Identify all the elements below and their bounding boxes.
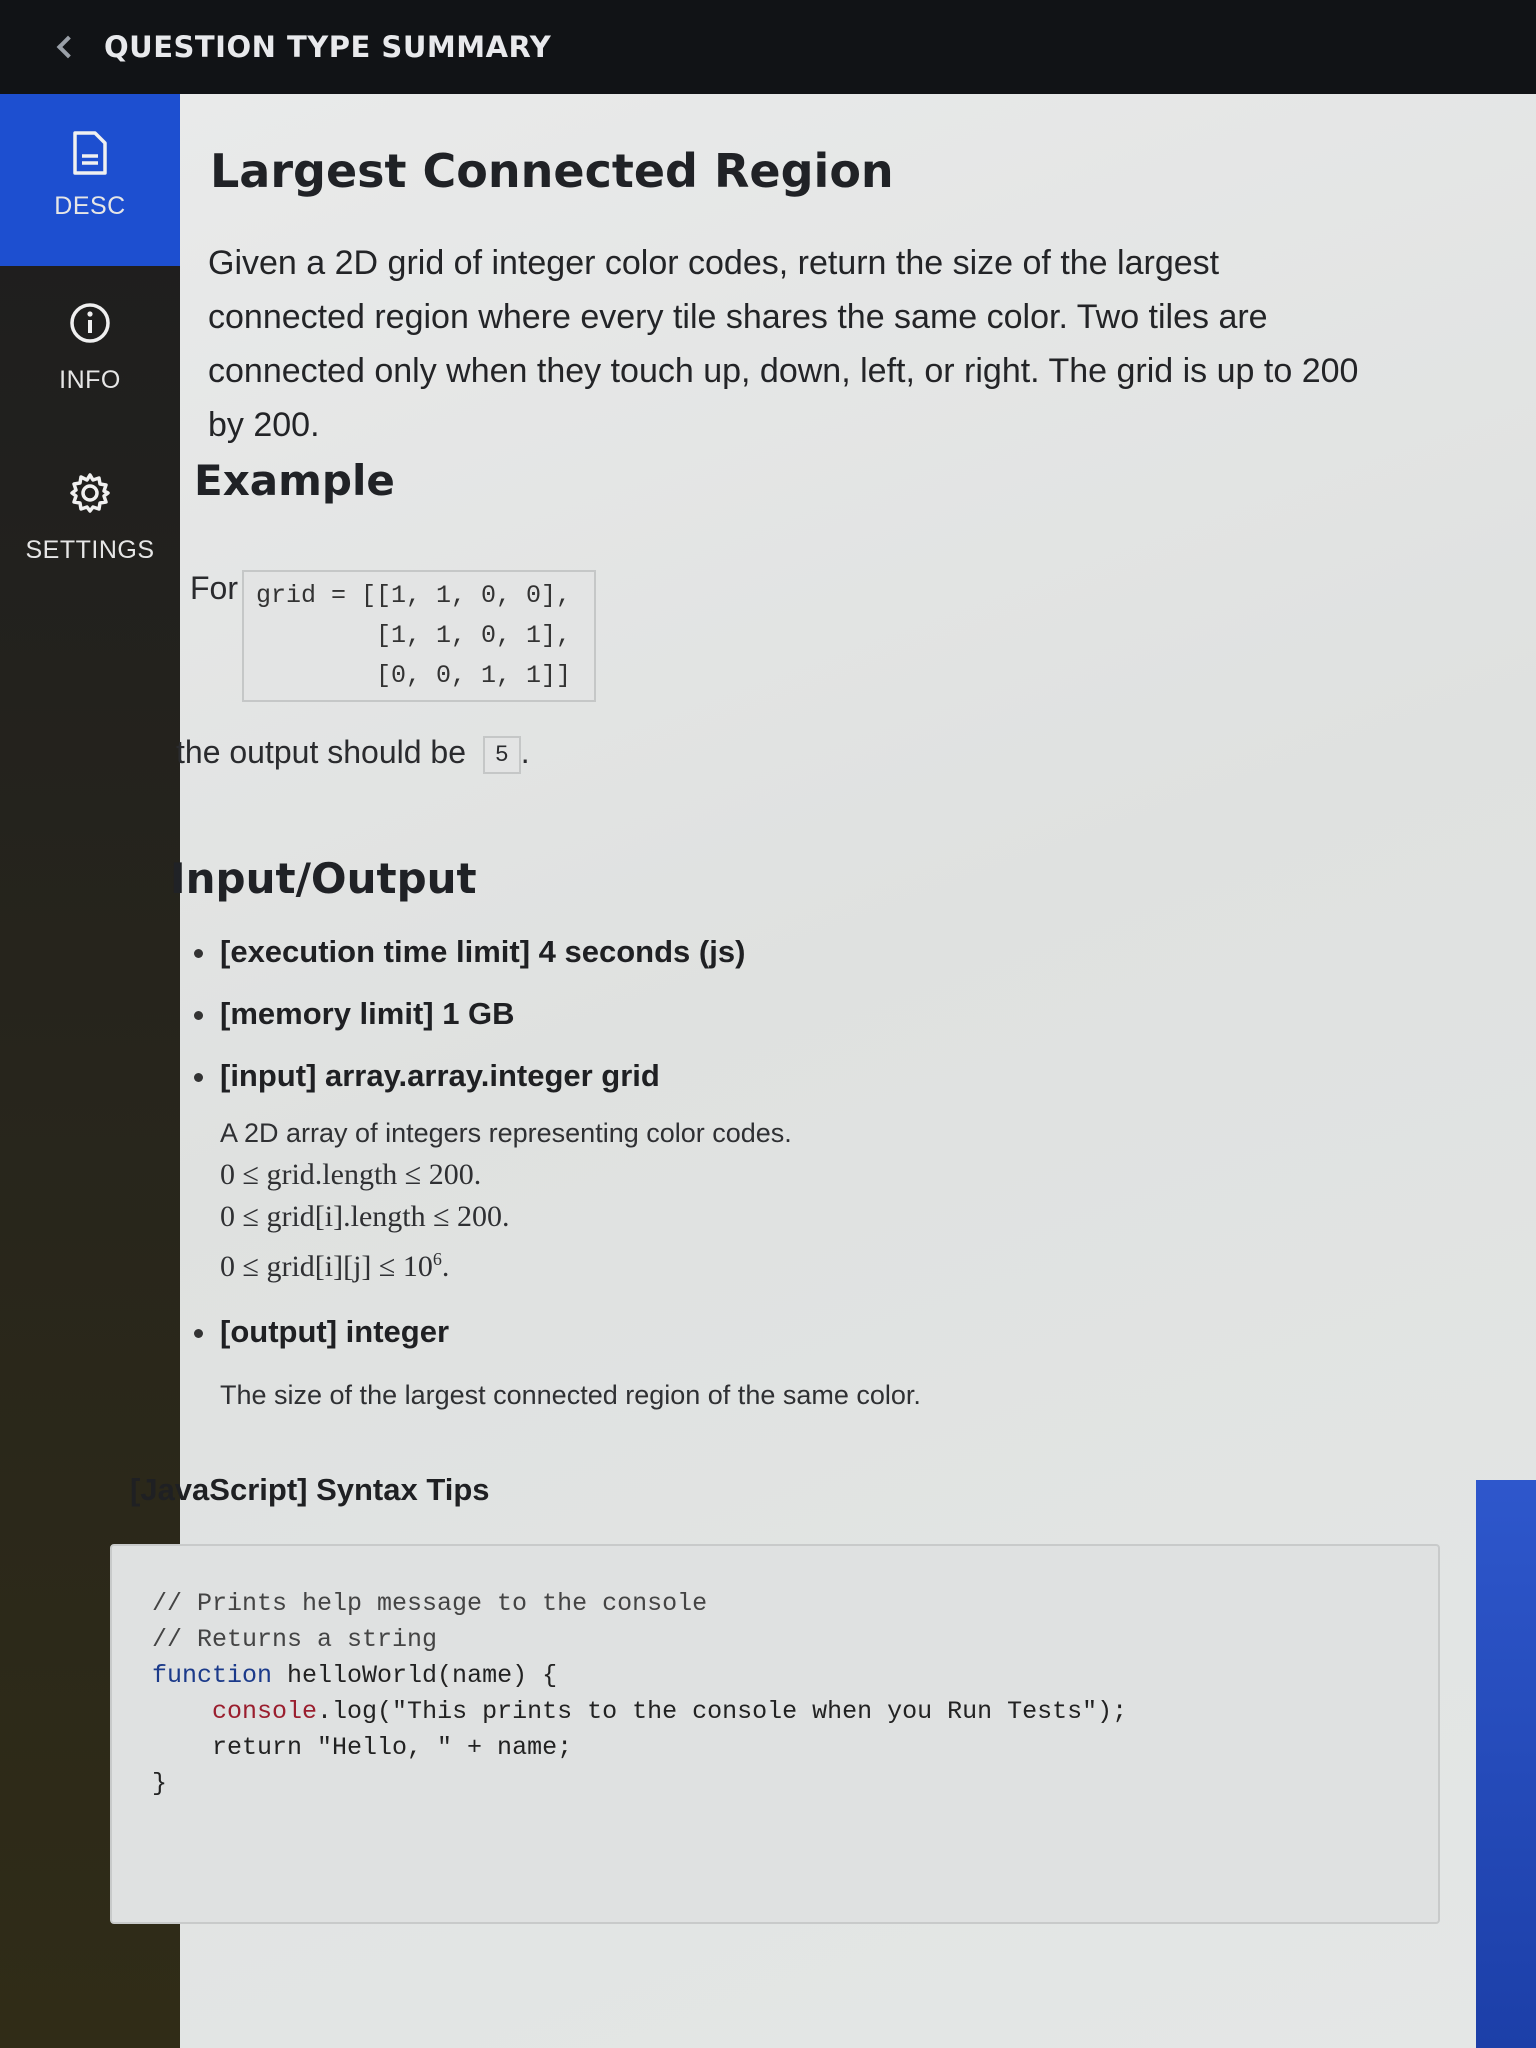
sidebar-item-desc[interactable] bbox=[0, 94, 180, 266]
list-item bbox=[220, 934, 1120, 970]
sidebar-item-label: INFO bbox=[59, 366, 121, 394]
list-item bbox=[220, 1314, 1120, 1416]
info-icon bbox=[69, 302, 111, 344]
for-label: For bbox=[190, 570, 238, 606]
constraint-2: 0 ≤ grid[i].length ≤ 200. bbox=[220, 1200, 510, 1233]
code-line: helloWorld(name) { bbox=[272, 1661, 558, 1690]
sidebar-item-settings[interactable] bbox=[0, 472, 180, 602]
page-title: QUESTION TYPE SUMMARY bbox=[104, 30, 552, 64]
constraint-3 bbox=[220, 1238, 1120, 1288]
example-grid-code: grid = [[1, 1, 0, 0], [1, 1, 0, 1], [0, 0, 1, 1]] bbox=[242, 570, 596, 702]
back-chevron-icon[interactable] bbox=[57, 36, 80, 59]
input-description: A 2D array of integers representing color codes. bbox=[220, 1118, 792, 1148]
description-panel bbox=[130, 94, 1536, 2048]
example-heading: Example bbox=[194, 456, 395, 505]
memory-limit: [memory limit] 1 GB bbox=[220, 996, 515, 1031]
output-value: 5 bbox=[483, 736, 521, 774]
problem-title: Largest Connected Region bbox=[210, 144, 894, 198]
constraint-1: 0 ≤ grid.length ≤ 200. bbox=[220, 1158, 482, 1191]
code-keyword: function bbox=[152, 1661, 273, 1690]
problem-description: Given a 2D grid of integer color codes, return the size of the largest connected region where every tile shares the same color. Two tiles are connected only when they touch up, down, left, or right. The grid is up to 200 by 200. bbox=[208, 244, 1359, 444]
list-item bbox=[220, 1058, 1120, 1288]
code-line: } bbox=[152, 1769, 168, 1798]
code-line: return "Hello, " + name; bbox=[212, 1733, 573, 1762]
syntax-tips-title: [JavaScript] Syntax Tips bbox=[130, 1472, 490, 1507]
io-heading: Input/Output bbox=[170, 854, 477, 903]
sidebar-item-label: DESC bbox=[54, 192, 126, 220]
constraint-3-base: 0 ≤ grid[i][j] ≤ 10 bbox=[220, 1250, 433, 1283]
code-object: console bbox=[212, 1697, 318, 1726]
document-icon bbox=[71, 130, 109, 176]
syntax-tips-code bbox=[110, 1544, 1440, 1924]
sidebar-item-label: SETTINGS bbox=[25, 536, 155, 564]
output-prefix: the output should be bbox=[176, 734, 467, 770]
constraint-3-exponent: 6 bbox=[432, 1249, 442, 1269]
output-label: [output] integer bbox=[220, 1314, 450, 1349]
io-list bbox=[220, 934, 1120, 1416]
example-output-line bbox=[176, 734, 530, 774]
code-line: // Prints help message to the console bbox=[152, 1589, 708, 1618]
right-edge-panel bbox=[1476, 1480, 1536, 2048]
constraint-3-end: . bbox=[441, 1250, 450, 1283]
output-description: The size of the largest connected region of the same color. bbox=[220, 1380, 921, 1410]
code-line: .log("This prints to the console when you Run Tests"); bbox=[317, 1697, 1128, 1726]
list-item bbox=[220, 996, 1120, 1032]
gear-icon bbox=[69, 472, 111, 514]
time-limit: [execution time limit] 4 seconds (js) bbox=[220, 934, 746, 969]
code-line: // Returns a string bbox=[152, 1625, 438, 1654]
sidebar-item-info[interactable] bbox=[0, 302, 180, 432]
output-suffix: . bbox=[520, 734, 530, 770]
top-bar bbox=[0, 0, 1536, 94]
input-label: [input] array.array.integer grid bbox=[220, 1058, 660, 1093]
